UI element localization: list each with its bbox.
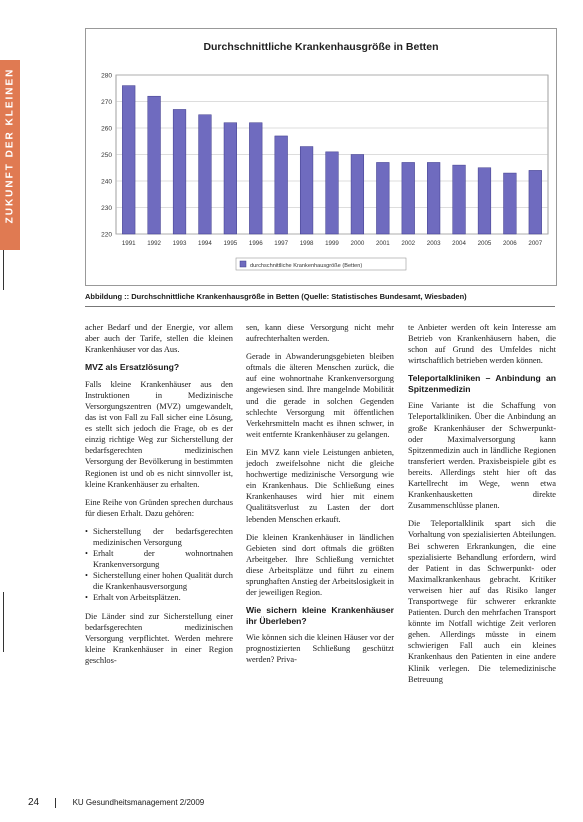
- x-tick-label: 2003: [426, 240, 441, 247]
- paragraph: Gerade in Abwanderungsgebieten bleiben oftmals die älteren Menschen zurück, die auf eine wohnortnahe Krankenversorgung angewiesen sind. Ihre mangelnde Mobilität und die gerade in solchen Gegenden schlechte Versorgung mit öffentlichen Verkehrsmitteln macht es ihnen schwer, in weit entfernte Krankenhäuser zu gelangen.: [246, 352, 394, 439]
- x-tick-label: 2001: [375, 240, 390, 247]
- x-tick-label: 1993: [172, 240, 187, 247]
- x-tick-label: 2007: [528, 240, 543, 247]
- bar: [224, 123, 237, 234]
- bar: [275, 136, 288, 234]
- x-tick-label: 1998: [299, 240, 314, 247]
- bar: [402, 162, 415, 234]
- x-tick-label: 2005: [477, 240, 492, 247]
- paragraph: Ein MVZ kann viele Leistungen anbieten, jedoch zweifelsohne nicht die gleiche hochwertige medizinische Versorgung wie ein Krankenhaus. Die Schließung eines Krankenhauses wird hier mit einem Qualitätsverlust zu Lasten der dort lebenden Menschen erkauft.: [246, 447, 394, 524]
- paragraph: te Anbieter werden oft kein Interesse am Betrieb von Krankenhäusern haben, die schon auf Grund des Umfeldes nicht wirtschaftlich betrieben werden können.: [408, 323, 556, 366]
- legend-swatch: [240, 261, 246, 267]
- section-heading: MVZ als Ersatzlösung?: [85, 362, 180, 373]
- bar: [122, 86, 135, 234]
- bar: [351, 155, 364, 235]
- bar-chart: [86, 29, 556, 285]
- paragraph: Die Länder sind zur Sicherstellung einer bedarfsgerechten medizinischen Versorgung verpflichtet. Werden mehrere kleine Krankenhäuser in einer Region geschlos-: [85, 611, 233, 665]
- x-tick-label: 2004: [452, 240, 466, 247]
- list-item: • Sicherstellung einer hohen Qualität durch die Krankenhausversorgung: [93, 570, 233, 592]
- bar: [326, 152, 339, 234]
- bar: [173, 109, 186, 234]
- x-tick-label: 1999: [325, 240, 339, 247]
- figure-caption: Abbildung :: Durchschnittliche Krankenhausgröße in Betten (Quelle: Statistisches Bundesamt, Wiesbaden): [85, 292, 467, 301]
- bar: [529, 170, 542, 234]
- x-tick-label: 2000: [350, 240, 365, 247]
- x-tick-label: 1992: [147, 240, 162, 247]
- list-item: • Sicherstellung der bedarfsgerechten medizinischen Versorgung: [93, 526, 233, 548]
- bar: [453, 165, 466, 234]
- x-tick-label: 2002: [401, 240, 416, 247]
- paragraph: Wie können sich die kleinen Häuser vor der prognostizierten Schließung geschützt werden? Priva-: [246, 633, 394, 665]
- y-tick-label: 220: [101, 231, 112, 239]
- sidebar-label: ZUKUNFT DER KLEINEN: [4, 67, 16, 224]
- bar: [504, 173, 517, 234]
- y-tick-label: 280: [101, 72, 112, 80]
- sidebar-rule: [3, 592, 4, 652]
- bar: [478, 168, 491, 234]
- y-tick-label: 250: [101, 152, 112, 159]
- bar: [376, 162, 389, 234]
- x-tick-label: 1995: [223, 240, 238, 247]
- y-tick-label: 240: [101, 178, 112, 186]
- footer-divider: [55, 798, 56, 808]
- x-tick-label: 1994: [198, 240, 212, 247]
- x-tick-label: 1997: [274, 240, 289, 247]
- journal-name: KU Gesundheitsmanagement 2/2009: [72, 798, 205, 807]
- paragraph: Die kleinen Krankenhäuser in ländlichen Gebieten sind dort oftmals die größten Arbeitgeber. Ihre Schließung vernichtet diese Arbeitsplätze und führt zu einem sprunghaften Anstieg der Arbeitslosigkeit in der jeweiligen Region.: [246, 532, 394, 598]
- text-column-2: [246, 322, 394, 672]
- x-tick-label: 2006: [502, 240, 517, 247]
- chart-title: Durchschnittliche Krankenhausgröße in Betten: [203, 41, 439, 53]
- bar: [148, 96, 161, 234]
- paragraph: acher Bedarf und der Energie, vor allem aber auch der Tarife, stellen die kleinen Krankenhäuser vor das Aus.: [85, 323, 233, 355]
- x-tick-label: 1991: [121, 240, 136, 247]
- list-item: • Erhalt von Arbeitsplätzen.: [93, 592, 233, 603]
- section-heading: Teleportalkliniken – Anbindung an Spitzenmedizin: [408, 373, 556, 394]
- bar: [427, 162, 440, 234]
- text-column-1: [85, 322, 233, 673]
- x-tick-label: 1996: [248, 240, 263, 247]
- paragraph: Die Teleportalklinik spart sich die Vorhaltung von spezialisierten Abteilungen. Bei schweren Erkrankungen, die eine spezialisierte Behandlung erfordern, wird der Patient in das Schwerpunkt- oder Maximalkrankenhaus gebracht. Kritiker verweisen hier auf das Risiko langer Transportwege für schwerer erkrankte Patienten. Durch den mehrfachen Transport könnte im Notfall wichtige Zeit verloren gehen. Allerdings müsste in einem schwierigen Fall auch ein kleines Krankenhaus den Patienten in eine andere Klinik verlegen. Die telemedizinische Betreuung: [408, 519, 556, 684]
- paragraph: Falls kleine Krankenhäuser aus den Instruktionen in Medizinische Versorgungszentren (MVZ) umgewandelt, das ist von Fall zu Fall sicher eine Lösung, es stellt sich jedoch die Frage, ob es der einzig richtige Weg zur Sicherstellung der bedarfsgerechten medizinischen Versorgung der Bevölkerung in bestimmten Regionen ist und ob es nicht sinnvoller ist, kleine Krankenhäuser zu erhalten.: [85, 379, 233, 489]
- bullet-list: [85, 526, 233, 604]
- bar: [300, 147, 313, 234]
- y-tick-label: 260: [101, 125, 112, 133]
- legend-label: durchschnittliche Krankenhausgröße (Betten): [250, 263, 363, 269]
- bar: [249, 123, 262, 234]
- paragraph: Eine Reihe von Gründen sprechen durchaus für diesen Erhalt. Dazu gehören:: [85, 497, 233, 518]
- bar: [199, 115, 212, 234]
- sidebar-rule: [3, 250, 4, 290]
- caption-divider: [85, 306, 555, 307]
- paragraph: Eine Variante ist die Schaffung von Teleportalkliniken. Über die Anbindung an große Krankenhäuser der Schwerpunkt- oder Maximalversorgung kann Spitzenmedizin auch in ländliche Regionen transferiert werden. Praxisbeispiele gibt es bereits. Allerdings steht hier oft das Kartellrecht im Wege, wenn etwa Krankenhausketten direkte Zusammenschlüsse planen.: [408, 401, 556, 511]
- y-tick-label: 230: [101, 205, 112, 212]
- section-heading: Wie sichern kleine Krankenhäuser ihr Überleben?: [246, 605, 394, 626]
- y-tick-label: 270: [101, 99, 112, 106]
- text-column-3: [408, 322, 556, 692]
- page-number: 24: [28, 797, 40, 808]
- chart-frame: [85, 28, 557, 286]
- page-footer: [28, 797, 204, 808]
- paragraph: sen, kann diese Versorgung nicht mehr aufrechterhalten werden.: [246, 323, 394, 344]
- list-item: • Erhalt der wohnortnahen Krankenversorgung: [93, 548, 233, 570]
